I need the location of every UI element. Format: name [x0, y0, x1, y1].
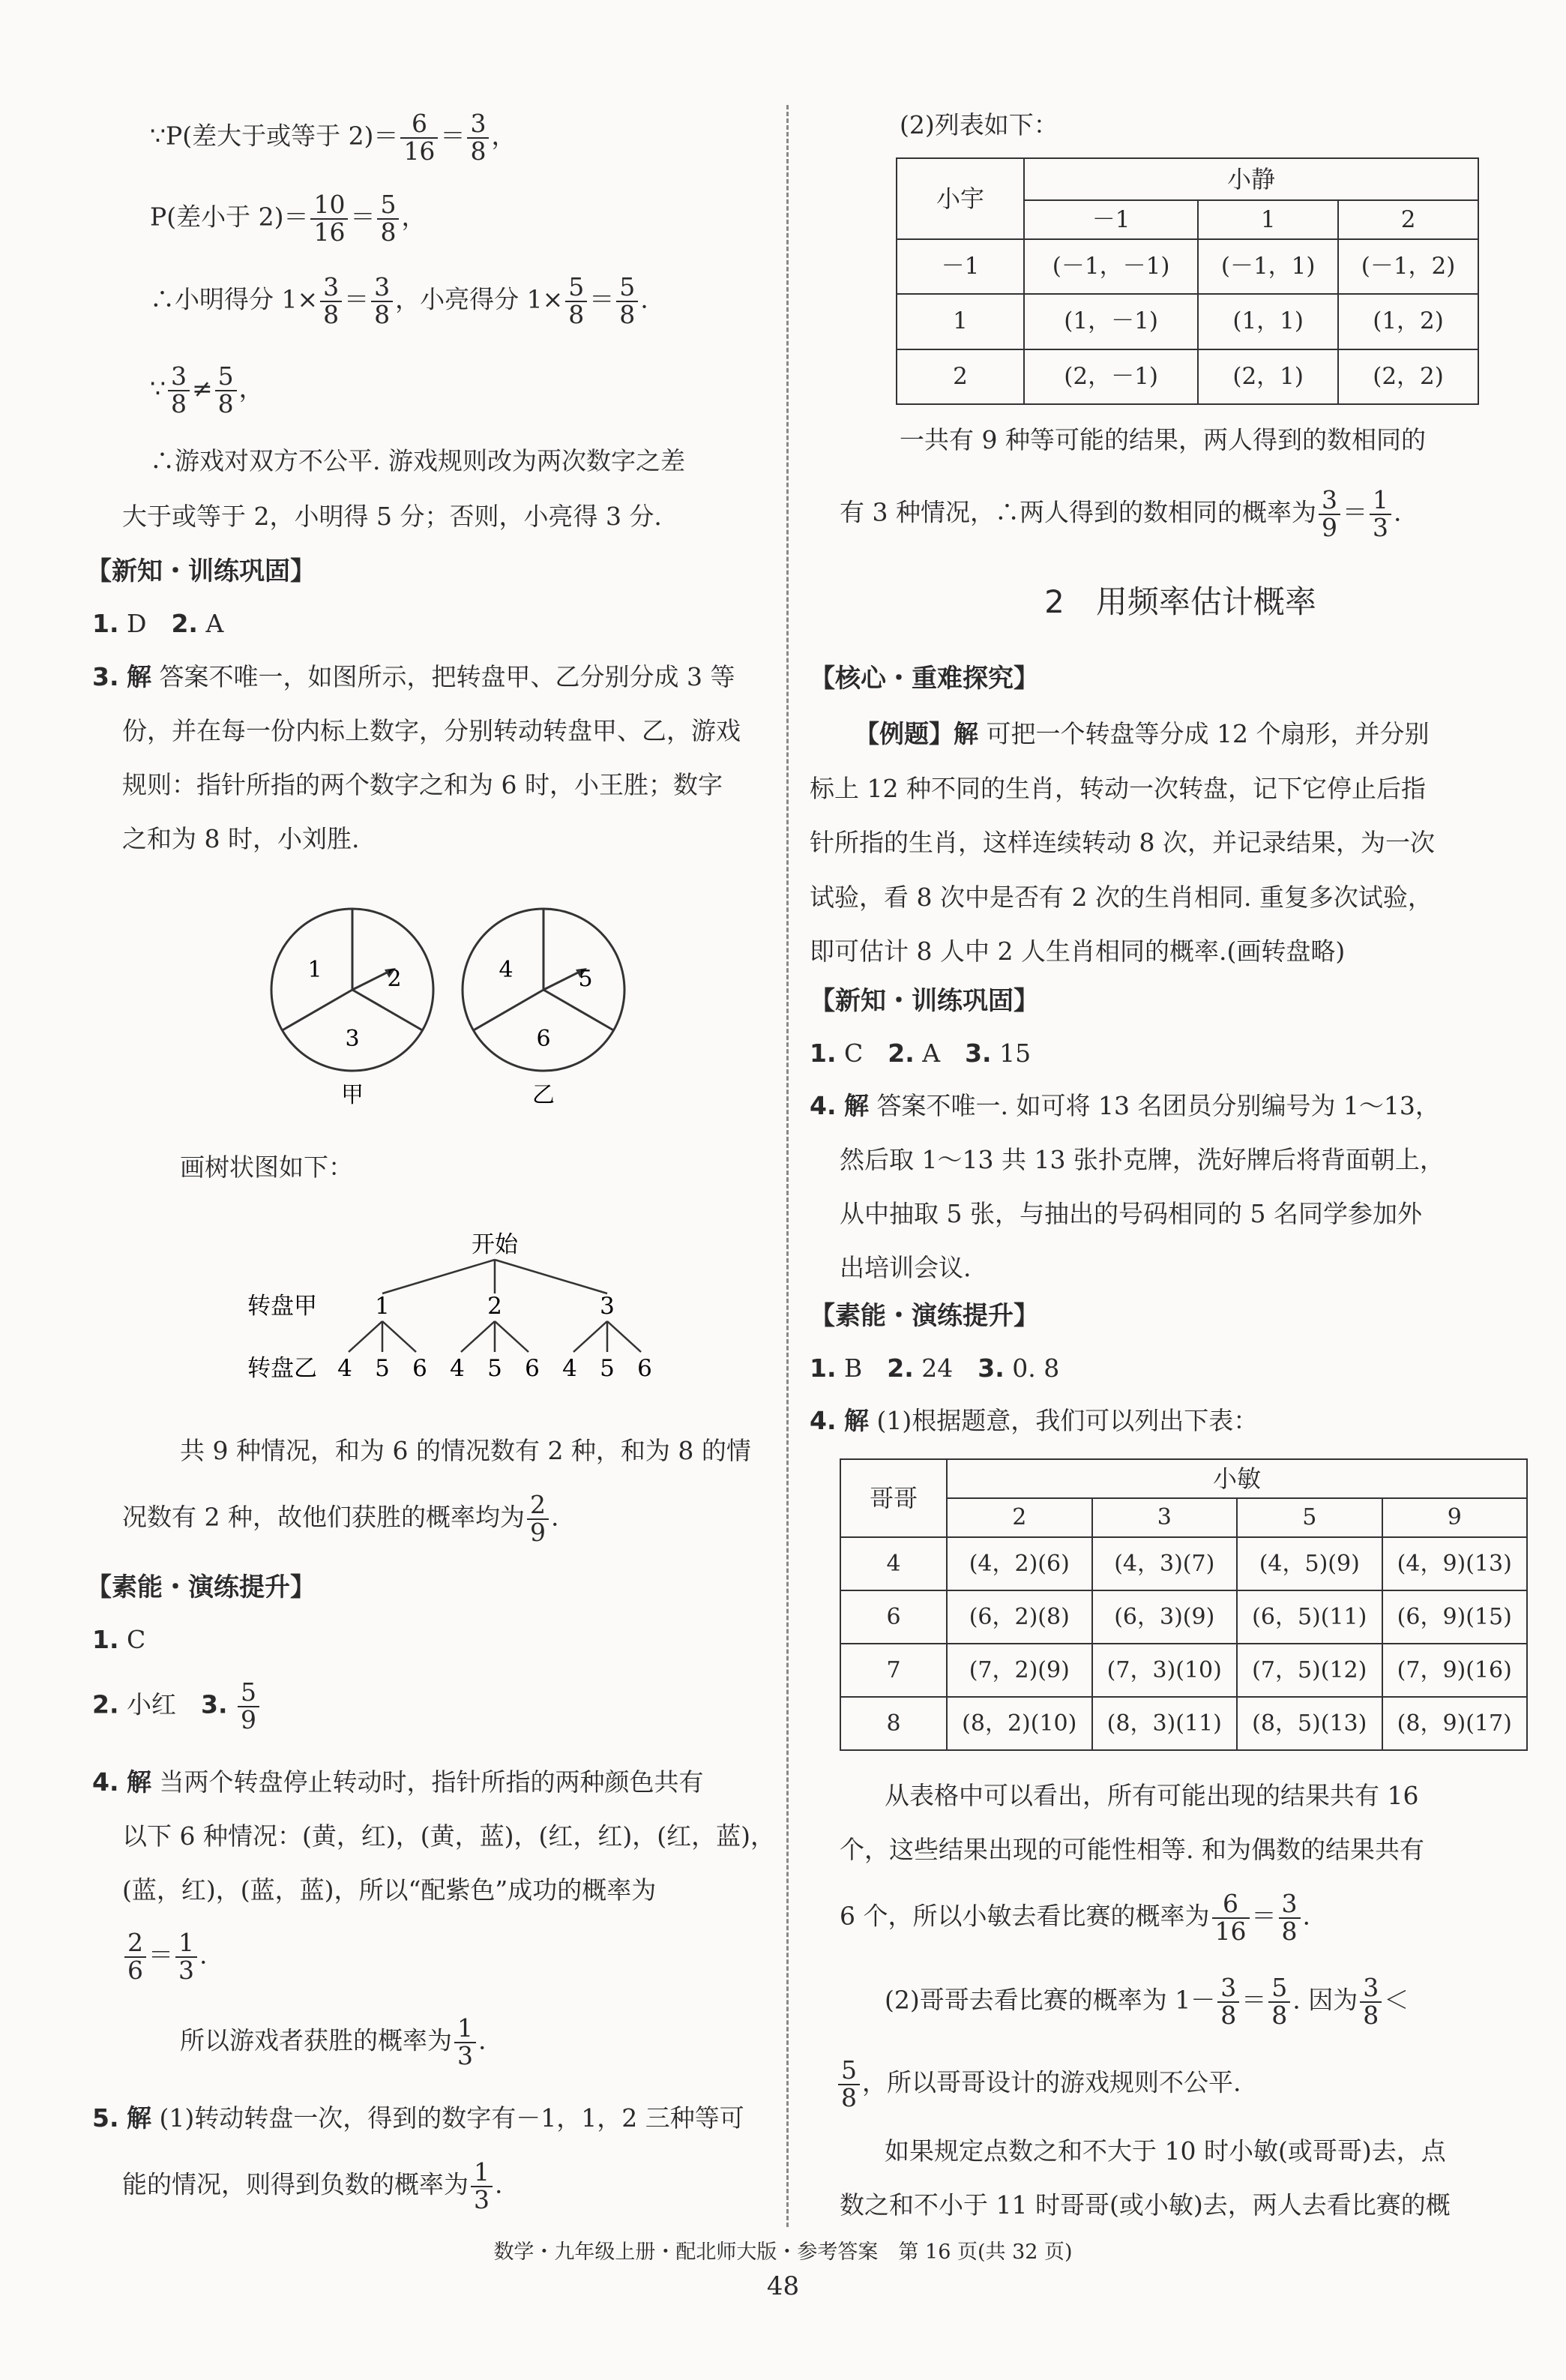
- page-number: 48: [766, 2271, 800, 2301]
- tree-leaf: 6: [412, 1355, 427, 1382]
- table-row-label: 4: [840, 1537, 947, 1590]
- line-scores: ∴小明得分 1× $\frac{3}{8}$ ＝ $\frac{3}{8}$ ，小亮得分 1× $\frac{5}{8}$ ＝ $\frac{5}{8}$ .: [150, 272, 648, 329]
- table-row-label: 1: [897, 294, 1024, 349]
- table-cell: (7，2)(9): [947, 1644, 1092, 1697]
- table-corner: 哥哥: [840, 1459, 947, 1537]
- table-cell: (8，3)(11): [1092, 1697, 1238, 1750]
- line-win-prob: 况数有 2 种，故他们获胜的概率均为 $\frac{2}{9}$ .: [122, 1490, 559, 1547]
- spinner-label: 乙: [532, 1082, 555, 1108]
- table-cell: (8，5)(13): [1237, 1697, 1382, 1750]
- line-xiaomin-prob: 6 个，所以小敏去看比赛的概率为 $\frac{6}{16}$ ＝ $\frac{3}{8}$ .: [840, 1889, 1310, 1946]
- q4-line: 4. 解 (1)根据题意，我们可以列出下表：: [810, 1406, 1259, 1435]
- answer-line: 1. C 2. A 3. 15: [810, 1039, 1032, 1068]
- table-row-label: 7: [840, 1644, 947, 1697]
- text-line: 共 9 种情况，和为 6 的情况数有 2 种，和为 8 的情: [180, 1436, 751, 1465]
- fraction: $\frac{2}{6}$: [124, 1930, 146, 1983]
- fraction: $\frac{6}{16}$: [1212, 1891, 1250, 1944]
- fraction: $\frac{2}{9}$: [527, 1492, 549, 1545]
- table-cell: (8，9)(17): [1382, 1697, 1528, 1750]
- table-col-header: 小静: [1024, 158, 1478, 200]
- table-col-label: 3: [1092, 1498, 1238, 1537]
- text-line: 即可估计 8 人中 2 人生肖相同的概率.(画转盘略): [810, 937, 1346, 966]
- text-line: 试验，看 8 次中是否有 2 次的生肖相同. 重复多次试验，: [810, 883, 1433, 912]
- text-line: 规则：指针所指的两个数字之和为 6 时，小王胜；数字: [122, 770, 723, 799]
- line-gege-prob: (2)哥哥去看比赛的概率为 1－ $\frac{3}{8}$ ＝ $\frac{5}{8}$ . 因为 $\frac{3}{8}$ ＜: [885, 1973, 1409, 2030]
- section-heading: 【核心・重难探究】: [810, 664, 1039, 694]
- text-line: 出培训会议.: [840, 1253, 972, 1282]
- text-line: 然后取 1～13 共 13 张扑克牌，洗好牌后将背面朝上，: [840, 1145, 1445, 1174]
- fraction: $\frac{5}{8}$: [616, 274, 638, 328]
- text-line: ∴游戏对双方不公平. 游戏规则改为两次数字之差: [150, 446, 685, 475]
- fraction: $\frac{3}{8}$: [1217, 1975, 1239, 2028]
- fraction: $\frac{5}{8}$: [377, 192, 399, 245]
- table-cell: (6，2)(8): [947, 1590, 1092, 1644]
- line-unfair: $\frac{5}{8}$ ，所以哥哥设计的游戏规则不公平.: [836, 2058, 1241, 2111]
- table-col-label: －1: [1024, 200, 1198, 239]
- tree-node: 2: [487, 1293, 502, 1320]
- answer-line: 1. C: [92, 1625, 146, 1654]
- fraction: $\frac{3}{8}$: [371, 274, 393, 328]
- fraction: $\frac{10}{16}$: [310, 192, 348, 245]
- tree-leaf: 4: [562, 1355, 577, 1382]
- tree-diagram: [240, 1226, 660, 1391]
- fraction: $\frac{1}{3}$: [175, 1930, 197, 1983]
- table-cell: (4，5)(9): [1237, 1537, 1382, 1590]
- fraction: $\frac{5}{8}$: [1268, 1975, 1290, 2028]
- table-col-label: 2: [1338, 200, 1478, 239]
- section-heading: 【新知・训练巩固】: [86, 556, 316, 586]
- table-cell: (7，3)(10): [1092, 1644, 1238, 1697]
- table-cell: (6，5)(11): [1237, 1590, 1382, 1644]
- table-col-header: 小敏: [947, 1459, 1527, 1498]
- spinner-number: 6: [536, 1026, 551, 1052]
- table-cell: (4，3)(7): [1092, 1537, 1238, 1590]
- spinner-label: 甲: [341, 1082, 364, 1108]
- tree-leaf: 5: [375, 1355, 390, 1382]
- table-row-label: 2: [897, 349, 1024, 404]
- tree-level-label: 转盘甲: [247, 1293, 317, 1320]
- text-line: 一共有 9 种等可能的结果，两人得到的数相同的: [900, 425, 1426, 454]
- fraction: $\frac{1}{3}$: [1370, 487, 1391, 541]
- tree-leaf: 5: [487, 1355, 502, 1382]
- table-cell: (1，2): [1338, 294, 1478, 349]
- table-cell: (4，2)(6): [947, 1537, 1092, 1590]
- fraction: $\frac{3}{8}$: [1360, 1975, 1382, 2028]
- table-cell: (8，2)(10): [947, 1697, 1092, 1750]
- tree-leaf: 5: [600, 1355, 615, 1382]
- fraction: $\frac{5}{8}$: [215, 364, 237, 417]
- section-title: 2 用频率估计概率: [1044, 583, 1316, 620]
- table-cell: (6，3)(9): [1092, 1590, 1238, 1644]
- example-line: 【例题】解 可把一个转盘等分成 12 个扇形，并分别: [855, 719, 1430, 748]
- spinner-number: 3: [345, 1026, 360, 1052]
- text-line: 从表格中可以看出，所有可能出现的结果共有 16: [885, 1781, 1419, 1810]
- table-cell: (2，－1): [1024, 349, 1198, 404]
- table-col-label: 5: [1237, 1498, 1382, 1537]
- text-line: (蓝，红)，(蓝，蓝)，所以“配紫色”成功的概率为: [122, 1875, 657, 1905]
- table-corner: 小宇: [897, 158, 1024, 239]
- fraction: $\frac{5}{8}$: [838, 2058, 860, 2111]
- fraction: $\frac{1}{3}$: [454, 2016, 476, 2069]
- table-cell: (－1，2): [1338, 239, 1478, 294]
- table-row: [897, 239, 1478, 294]
- spinner-number: 2: [387, 966, 402, 992]
- table-row: [840, 1697, 1527, 1750]
- tree-leaf: 4: [337, 1355, 352, 1382]
- section-heading: 【素能・演练提升】: [86, 1572, 316, 1602]
- table-col-label: 9: [1382, 1498, 1528, 1537]
- table-cell: (2，2): [1338, 349, 1478, 404]
- text-line: (2)列表如下：: [900, 110, 1058, 139]
- line-purple-prob: $\frac{2}{6}$ ＝ $\frac{1}{3}$ .: [122, 1930, 208, 1983]
- line-same-prob: 有 3 种情况，∴两人得到的数相同的概率为 $\frac{3}{9}$ ＝ $\frac{1}{3}$ .: [840, 485, 1402, 542]
- q4-line: 4. 解 当两个转盘停止转动时，指针所指的两种颜色共有: [92, 1767, 704, 1797]
- footer-info: 数学・九年级上册・配北师大版・参考答案 第 16 页(共 32 页): [493, 2241, 1073, 2264]
- text-line: 以下 6 种情况：(黄，红)，(黄，蓝)，(红，红)，(红，蓝)，: [122, 1821, 775, 1851]
- left-column: [0, 0, 780, 2310]
- line-not-equal: ∵ $\frac{3}{8}$ ≠ $\frac{5}{8}$ ，: [150, 361, 264, 418]
- table-row-label: －1: [897, 239, 1024, 294]
- text-line: 数之和不小于 11 时哥哥(或小敏)去，两人去看比赛的概: [840, 2190, 1451, 2220]
- fraction: $\frac{6}{16}$: [400, 111, 438, 164]
- spinner-yi: [463, 909, 624, 1108]
- answer-line: 1. D 2. A: [92, 609, 224, 638]
- line-prob-diff-ge2: ∵P(差大于或等于 2)＝ $\frac{6}{16}$ ＝ $\frac{3}{8}$ ，: [150, 109, 517, 166]
- table-row: [897, 349, 1478, 404]
- table-cell: (4，9)(13): [1382, 1537, 1528, 1590]
- tree-leaf: 6: [637, 1355, 652, 1382]
- right-column: [795, 0, 1566, 2310]
- fraction: $\frac{5}{8}$: [565, 274, 587, 328]
- answer-line: 1. B 2. 24 3. 0. 8: [810, 1353, 1060, 1383]
- q4-line: 4. 解 答案不唯一. 如可将 13 名团员分别编号为 1～13，: [810, 1091, 1440, 1120]
- fraction: $\frac{3}{8}$: [467, 111, 489, 164]
- table-cell: (7，9)(16): [1382, 1644, 1528, 1697]
- text-line: 画树状图如下：: [180, 1153, 353, 1182]
- tree-leaf: 4: [450, 1355, 465, 1382]
- table-cell: (1，－1): [1024, 294, 1198, 349]
- fraction: $\frac{3}{9}$: [1319, 487, 1340, 541]
- table-row: [840, 1644, 1527, 1697]
- table-col-label: 1: [1198, 200, 1338, 239]
- table-row-label: 6: [840, 1590, 947, 1644]
- tree-leaf: 6: [525, 1355, 540, 1382]
- fraction: $\frac{3}{8}$: [320, 274, 342, 328]
- text-line: 针所指的生肖，这样连续转动 8 次，并记录结果，为一次: [810, 828, 1435, 857]
- spinner-jia: [271, 909, 433, 1108]
- fraction: $\frac{3}{8}$: [1279, 1891, 1301, 1944]
- fraction: $\frac{1}{3}$: [471, 2160, 493, 2213]
- table-row: [840, 1590, 1527, 1644]
- answer-line: 2. 小红 3. $\frac{5}{9}$: [92, 1680, 262, 1733]
- fraction: $\frac{5}{9}$: [238, 1680, 259, 1733]
- table-cell: (1，1): [1198, 294, 1338, 349]
- table-cell: (－1，1): [1198, 239, 1338, 294]
- text-line: 标上 12 种不同的生肖，转动一次转盘，记下它停止后指: [810, 774, 1426, 803]
- section-heading: 【新知・训练巩固】: [810, 986, 1039, 1016]
- text-line: 如果规定点数之和不大于 10 时小敏(或哥哥)去，点: [885, 2136, 1446, 2166]
- tree-root: 开始: [472, 1231, 518, 1258]
- table-xiaoyu-xiaojing: [896, 157, 1479, 405]
- table-gege-xiaomin: [840, 1458, 1528, 1751]
- q3-line: 3. 解 答案不唯一，如图所示，把转盘甲、乙分别分成 3 等: [92, 662, 735, 691]
- tree-node: 3: [600, 1293, 615, 1320]
- text-line: 份，并在每一份内标上数字，分别转动转盘甲、乙，游戏: [122, 716, 741, 745]
- table-row: [840, 1537, 1527, 1590]
- text-line: 大于或等于 2，小明得 5 分；否则，小亮得 3 分.: [122, 502, 662, 531]
- q5-line: 5. 解 (1)转动转盘一次，得到的数字有－1，1，2 三种等可: [92, 2103, 744, 2133]
- spinner-number: 1: [307, 957, 322, 983]
- table-cell: (6，9)(15): [1382, 1590, 1528, 1644]
- spinner-figure: [262, 896, 652, 1114]
- tree-level-label: 转盘乙: [247, 1355, 317, 1382]
- text-line: 之和为 8 时，小刘胜.: [122, 824, 360, 853]
- spinner-number: 5: [578, 966, 593, 992]
- text-line: 个，这些结果出现的可能性相等. 和为偶数的结果共有: [840, 1835, 1424, 1864]
- table-cell: (－1，－1): [1024, 239, 1198, 294]
- spinner-number: 4: [499, 957, 514, 983]
- line-player-win: 所以游戏者获胜的概率为 $\frac{1}{3}$ .: [180, 2013, 487, 2070]
- section-heading: 【素能・演练提升】: [810, 1301, 1039, 1331]
- table-cell: (2，1): [1198, 349, 1338, 404]
- table-row-label: 8: [840, 1697, 947, 1750]
- tree-node: 1: [375, 1293, 390, 1320]
- line-negative-prob: 能的情况，则得到负数的概率为 $\frac{1}{3}$ .: [122, 2157, 503, 2214]
- text-line: 从中抽取 5 张，与抽出的号码相同的 5 名同学参加外: [840, 1199, 1422, 1228]
- fraction: $\frac{3}{8}$: [168, 364, 190, 417]
- table-cell: (7，5)(12): [1237, 1644, 1382, 1697]
- table-row: [897, 294, 1478, 349]
- line-prob-diff-lt2: P(差小于 2)＝ $\frac{10}{16}$ ＝ $\frac{5}{8}$ ，: [150, 190, 427, 247]
- column-divider: [786, 105, 789, 2227]
- table-col-label: 2: [947, 1498, 1092, 1537]
